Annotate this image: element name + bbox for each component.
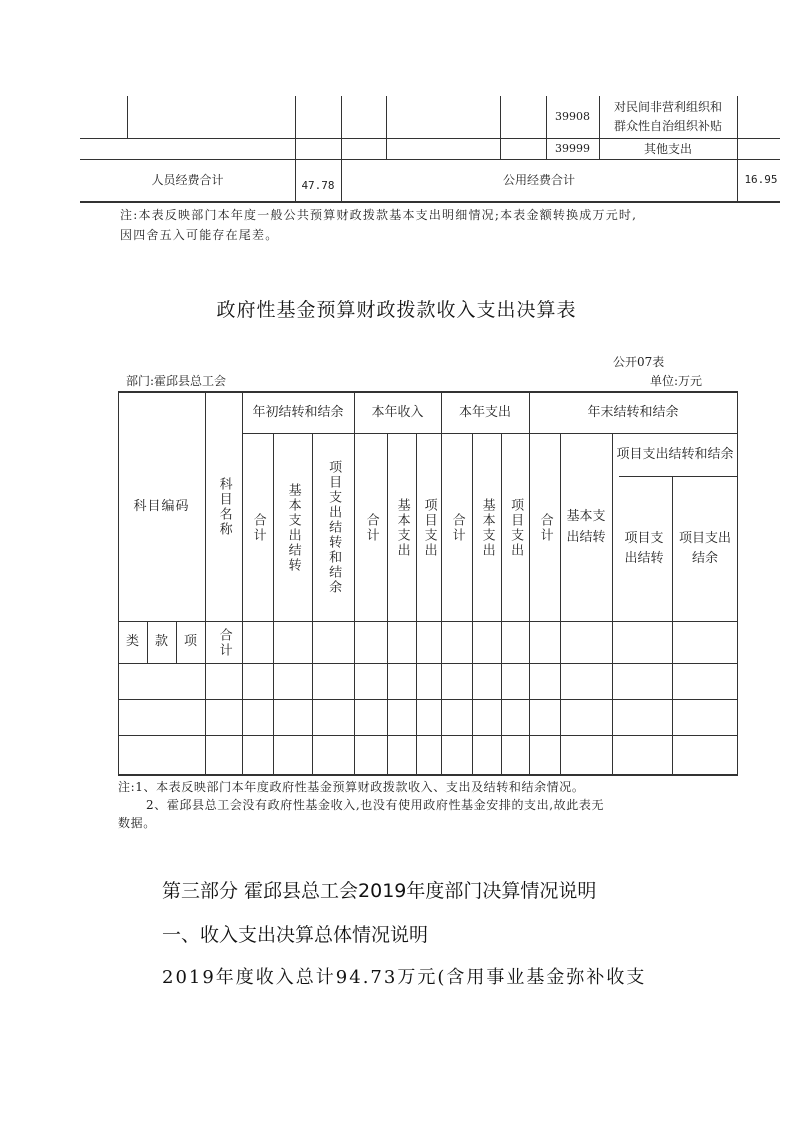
header-income-group: 本年收入 (371, 404, 424, 420)
public-total-value: 16.95 (744, 173, 778, 187)
header-text: 基本支出 (394, 497, 410, 558)
header-text: 项目支出 (421, 497, 437, 558)
public-total-label: 公用经费合计 (502, 172, 575, 187)
header-expense-project (501, 434, 529, 621)
fund-note-line1: 注:1、本表反映部门本年度政府性基金预算财政拨款收入、支出及结转和结余情况。 (118, 780, 585, 794)
header-text: 合计 (449, 512, 465, 543)
header-begin-total (242, 434, 273, 621)
table-border (737, 391, 738, 776)
table-border (118, 663, 738, 664)
section-paragraph: 2019年度收入总计94.73万元(含用事业基金弥补收支 (162, 967, 647, 988)
form-number: 公开07表 (613, 355, 665, 369)
header-income-basic (387, 434, 416, 621)
econ-name-line2: 群众性自治组织补贴 (613, 119, 722, 133)
table-border (386, 96, 387, 159)
table-border (118, 735, 738, 736)
header-begin-basic-carry (273, 434, 312, 621)
fund-note-line3: 数据。 (118, 816, 156, 830)
econ-name-line1: 对民间非营利组织和 (613, 100, 722, 115)
header-subject-code: 科目编码 (133, 498, 190, 514)
econ-name: 其他支出 (643, 141, 692, 156)
header-text: 合计 (363, 512, 379, 543)
personnel-total-value: 47.78 (301, 179, 335, 193)
header-end-project-group: 项目支出结转和结余 (616, 446, 734, 462)
table-border (80, 201, 780, 203)
table-border (612, 433, 613, 776)
econ-name (599, 96, 737, 138)
header-end-project-balance: 项目支出结余 (678, 530, 731, 566)
department-label: 部门:霍邱县总工会 (126, 374, 227, 388)
header-end-basic-carry: 基本支出结转 (566, 509, 606, 545)
sum-row-label (205, 622, 242, 663)
table-border (500, 96, 501, 159)
header-end-project-carry: 项目支出结转 (624, 530, 664, 566)
header-expense-group: 本年支出 (458, 404, 511, 420)
header-income-total (354, 434, 387, 621)
header-lei: 类 (125, 634, 139, 650)
header-end-group: 年末结转和结余 (587, 404, 679, 420)
table-border (118, 699, 738, 700)
top-note-line2: 因四舍五入可能存在尾差。 (120, 228, 279, 242)
header-expense-total (441, 434, 472, 621)
fund-table-title: 政府性基金预算财政拨款收入支出决算表 (216, 299, 577, 321)
header-begin-project-carry-balance (312, 434, 354, 621)
fund-note-line2: 2、霍邱县总工会没有政府性基金收入,也没有使用政府性基金安排的支出,故此表无 (146, 798, 605, 812)
header-text: 项目支出 (508, 497, 524, 558)
header-text: 基本支出结转 (285, 482, 301, 573)
header-text: 基本支出 (479, 497, 495, 558)
econ-code: 39908 (555, 110, 590, 124)
table-border (672, 476, 673, 776)
header-text: 合计 (537, 512, 553, 543)
table-border (560, 433, 561, 776)
header-begin-group: 年初结转和结余 (252, 404, 344, 420)
section-heading: 第三部分 霍邱县总工会2019年度部门决算情况说明 (162, 880, 597, 902)
header-end-total (529, 434, 560, 621)
header-income-project (416, 434, 441, 621)
sum-row-text: 合计 (216, 627, 232, 658)
header-expense-basic (472, 434, 501, 621)
header-text: 项目支出结转和结余 (326, 460, 342, 595)
unit-label: 单位:万元 (650, 374, 703, 388)
econ-code: 39999 (555, 142, 590, 156)
header-kuan: 款 (154, 634, 168, 650)
header-xiang: 项 (183, 634, 197, 650)
personnel-total-label: 人员经费合计 (151, 172, 224, 187)
header-subject-name-text: 科目名称 (216, 477, 232, 537)
table-border (127, 96, 128, 138)
section-subheading: 一、收入支出决算总体情况说明 (162, 924, 429, 946)
top-note-line1: 注:本表反映部门本年度一般公共预算财政拨款基本支出明细情况;本表金额转换成万元时, (120, 208, 638, 222)
header-subject-name (205, 393, 242, 621)
header-text: 合计 (250, 512, 266, 543)
table-border (118, 774, 738, 776)
